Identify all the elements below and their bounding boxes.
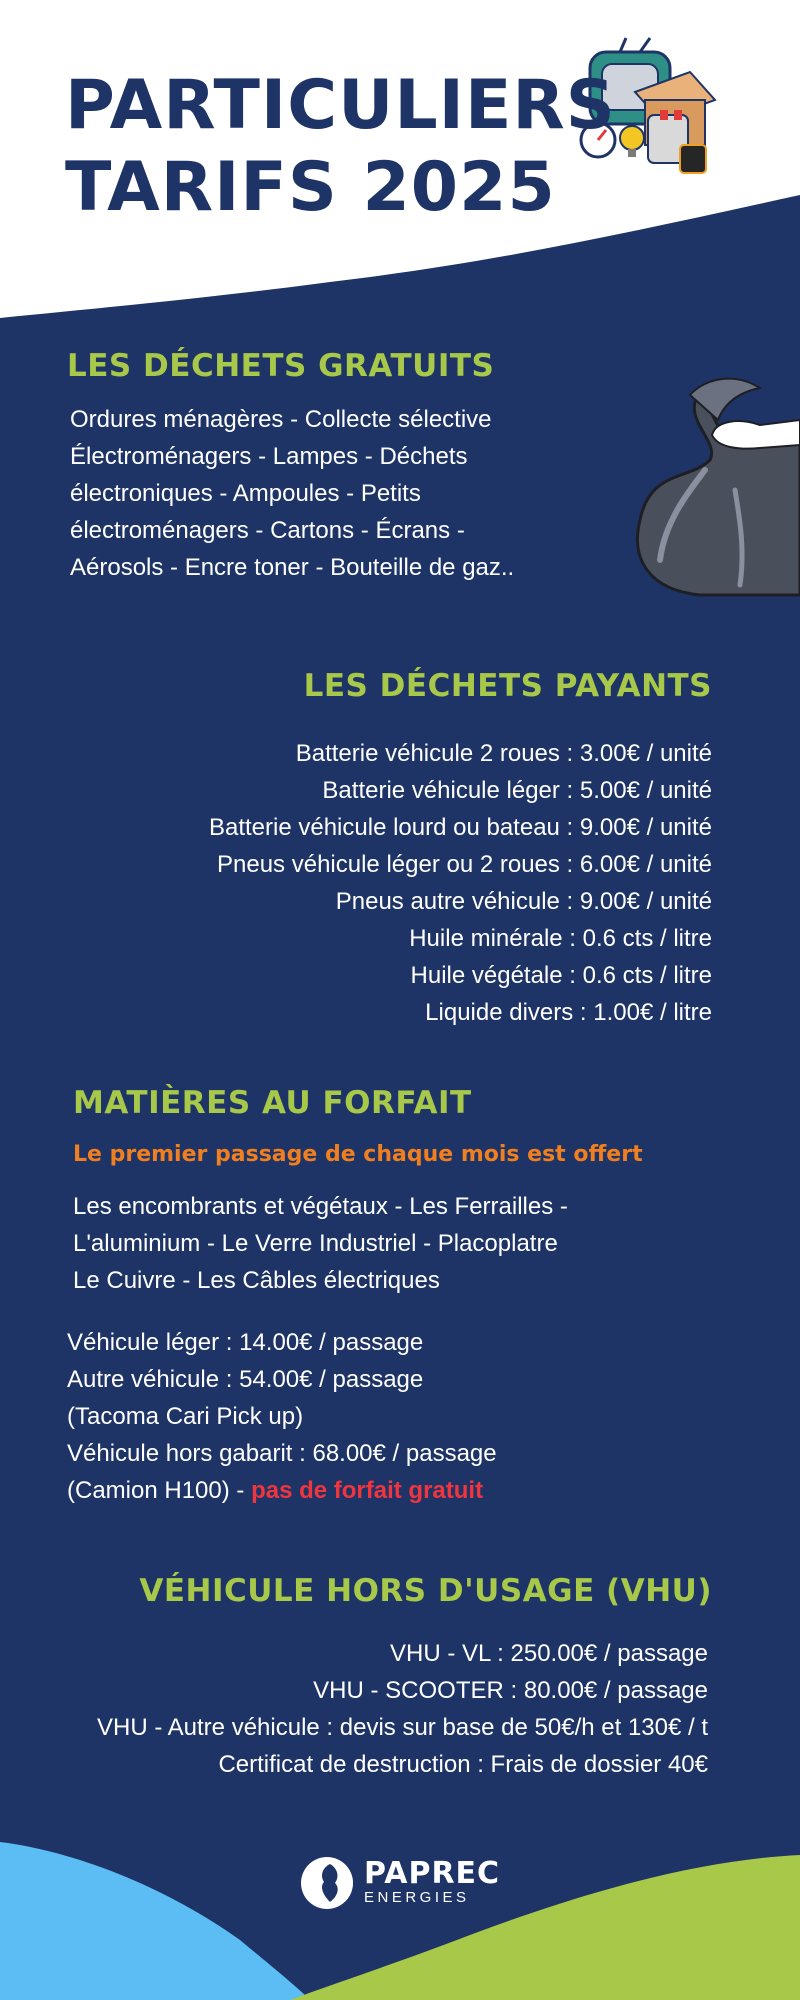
trash-bag-icon	[638, 379, 800, 595]
paid-waste-line: Huile végétale : 0.6 cts / litre	[410, 962, 712, 989]
title-line-1: PARTICULIERS	[65, 66, 616, 145]
free-waste-line: Aérosols - Encre toner - Bouteille de gaz..	[70, 554, 515, 581]
vhu-line: VHU - VL : 250.00€ / passage	[390, 1640, 708, 1667]
paid-waste-line: Liquide divers : 1.00€ / litre	[425, 999, 712, 1026]
page-title	[65, 65, 616, 229]
free-waste-line: Ordures ménagères - Collecte sélective	[70, 406, 492, 433]
vhu-line: VHU - Autre véhicule : devis sur base de 50€/h et 130€ / t	[96, 1714, 708, 1741]
flat-rate-prices	[67, 1324, 497, 1509]
free-waste-heading: LES DÉCHETS GRATUITS	[67, 348, 495, 384]
logo-subtitle: ENERGIES	[364, 1889, 470, 1906]
flat-rate-price-line: Véhicule hors gabarit : 68.00€ / passage	[67, 1440, 497, 1467]
flat-rate-price-line: Autre véhicule : 54.00€ / passage	[67, 1366, 424, 1393]
logo-wordmark	[364, 1856, 501, 1907]
paid-waste-list	[209, 735, 712, 1031]
vhu-list	[97, 1635, 708, 1783]
free-waste-line: Électroménagers - Lampes - Déchets	[70, 443, 468, 470]
paprec-logo	[300, 1856, 500, 1910]
camion-label: (Camion H100) -	[67, 1477, 252, 1504]
free-monthly-offer-note: Le premier passage de chaque mois est offert	[73, 1142, 643, 1167]
paid-waste-line: Huile minérale : 0.6 cts / litre	[409, 925, 712, 952]
paid-waste-line: Batterie véhicule lourd ou bateau : 9.00€ / unité	[208, 814, 712, 841]
paid-waste-line: Batterie véhicule léger : 5.00€ / unité	[322, 777, 712, 804]
free-waste-line: électroménagers - Cartons - Écrans -	[70, 517, 465, 544]
flat-rate-material-line: Les encombrants et végétaux - Les Ferrailles -	[73, 1193, 568, 1220]
flat-rate-materials	[73, 1188, 568, 1299]
flat-rate-price-line	[67, 1472, 497, 1509]
logo-name: PAPREC	[364, 1856, 501, 1891]
free-waste-line: électroniques - Ampoules - Petits	[70, 480, 421, 507]
title-line-2: TARIFS 2025	[65, 148, 556, 227]
free-waste-list	[70, 401, 514, 586]
vhu-line: Certificat de destruction : Frais de dossier 40€	[218, 1751, 708, 1778]
paid-waste-heading: LES DÉCHETS PAYANTS	[303, 668, 712, 704]
paprec-logo-icon	[300, 1856, 354, 1910]
flat-rate-material-line: Le Cuivre - Les Câbles électriques	[73, 1267, 440, 1294]
paid-waste-line: Batterie véhicule 2 roues : 3.00€ / unité	[295, 740, 712, 767]
bottom-left-wave	[0, 1842, 310, 2000]
flat-rate-heading: MATIÈRES AU FORFAIT	[73, 1085, 472, 1121]
flat-rate-material-line: L'aluminium - Le Verre Industriel - Placoplatre	[73, 1230, 558, 1257]
flat-rate-price-line: Véhicule léger : 14.00€ / passage	[67, 1329, 424, 1356]
vhu-line: VHU - SCOOTER : 80.00€ / passage	[313, 1677, 708, 1704]
flat-rate-price-line: (Tacoma Cari Pick up)	[67, 1403, 304, 1430]
paid-waste-line: Pneus véhicule léger ou 2 roues : 6.00€ / unité	[217, 851, 712, 878]
vhu-heading: VÉHICULE HORS D'USAGE (VHU)	[139, 1573, 712, 1609]
no-free-pass-warning: pas de forfait gratuit	[251, 1477, 484, 1504]
paid-waste-line: Pneus autre véhicule : 9.00€ / unité	[335, 888, 712, 915]
